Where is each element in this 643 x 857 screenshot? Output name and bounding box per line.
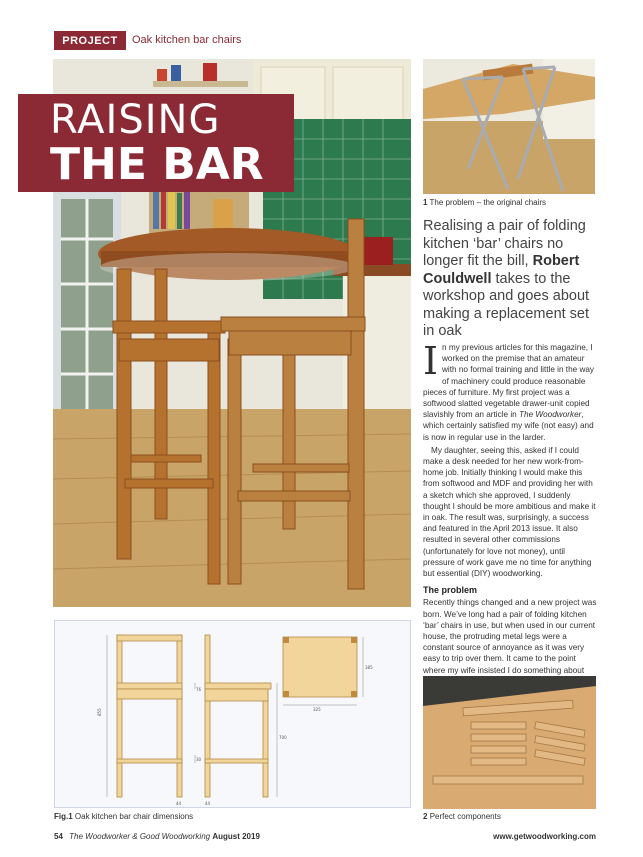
title-line-1: RAISING <box>50 97 221 143</box>
paragraph-1 <box>423 339 599 443</box>
paragraph-1-end: , which certainly satisfied my wife (not easy) and is now in regular use in the larder. <box>423 410 594 442</box>
magazine-title-ref: The Woodworker <box>519 410 582 420</box>
photo2-caption <box>423 812 501 821</box>
subhead-problem: The problem <box>423 585 478 596</box>
drop-cap: I <box>423 339 439 383</box>
page-footer <box>54 832 596 841</box>
section-tag: PROJECT <box>54 31 126 50</box>
figure-caption-text: Oak kitchen bar chair dimensions <box>74 812 194 821</box>
dim-leg-b: 44 <box>205 801 211 806</box>
photo-original-chairs <box>423 59 595 194</box>
photo1-caption-text: The problem – the original chairs <box>429 198 547 207</box>
page-number: 54 <box>54 832 63 841</box>
issue-date: August 2019 <box>212 832 260 841</box>
paragraph-2: My daughter, seeing this, asked if I could make a desk needed for her new work-from-home job. Initially thinking I would make this from softwood and MDF and providing her with a sketch which she approved, I suddenly thought I should be more ambitious and make it in oak. The result was, surprisingly, a success and featured in the April 2013 issue. It also resulted in several other commissions (unfortunately for love not money), until pressure of work gave me no time for anything but essential (DIY) woodworking. <box>423 445 596 579</box>
dim-back-height: 76 <box>196 687 202 692</box>
photo1-caption-num: 1 <box>423 198 428 207</box>
title-block <box>18 94 294 192</box>
photo1-caption <box>423 198 546 207</box>
article-body <box>423 339 599 689</box>
dim-seat-depth: 385 <box>365 665 373 670</box>
photo-components <box>423 676 596 809</box>
figure-caption-label: Fig.1 <box>54 812 73 821</box>
photo2-caption-num: 2 <box>423 812 428 821</box>
dim-rail-height: 30 <box>196 757 202 762</box>
standfirst-tail: takes to the workshop and goes about making a replacement set in oak <box>423 270 590 339</box>
chair-dimension-diagram <box>54 620 411 808</box>
paragraph-3-text: Recently things changed and a new project was born. We’ve long had a pair of folding kitchen ‘bar’ chairs in use, but when used in our current house, the protruding metal legs were a constant source of annoyance as it was very easy to trip over them. It came to the point where my wife insisted I do something about <box>423 598 597 675</box>
title-line-2: THE BAR <box>50 139 264 190</box>
section-subtitle: Oak kitchen bar chairs <box>132 34 242 46</box>
standfirst <box>423 218 599 341</box>
dim-seat-width: 325 <box>313 707 321 712</box>
dim-overall-height: 855 <box>97 708 102 716</box>
magazine-name: The Woodworker & Good Woodworking <box>69 832 211 841</box>
paragraph-1-text: n my previous articles for this magazine, I worked on the premise that an amateur with no formal training and little in the way of machinery could produce reasonable pieces of furniture. My first project was a softwood slatted vegetable drawer-unit copied slavishly from an article in <box>423 343 595 420</box>
figure-caption <box>54 812 193 821</box>
dim-leg-a: 44 <box>176 801 182 806</box>
website-link[interactable]: www.getwoodworking.com <box>493 832 596 841</box>
photo2-caption-text: Perfect components <box>429 812 501 821</box>
standfirst-lead: Realising a pair of folding kitchen ‘bar’ chairs no longer fit the bill, <box>423 218 586 269</box>
paragraph-3 <box>423 597 599 687</box>
standfirst-author: Robert Couldwell <box>423 253 580 287</box>
dim-seat-height: 700 <box>279 735 287 740</box>
